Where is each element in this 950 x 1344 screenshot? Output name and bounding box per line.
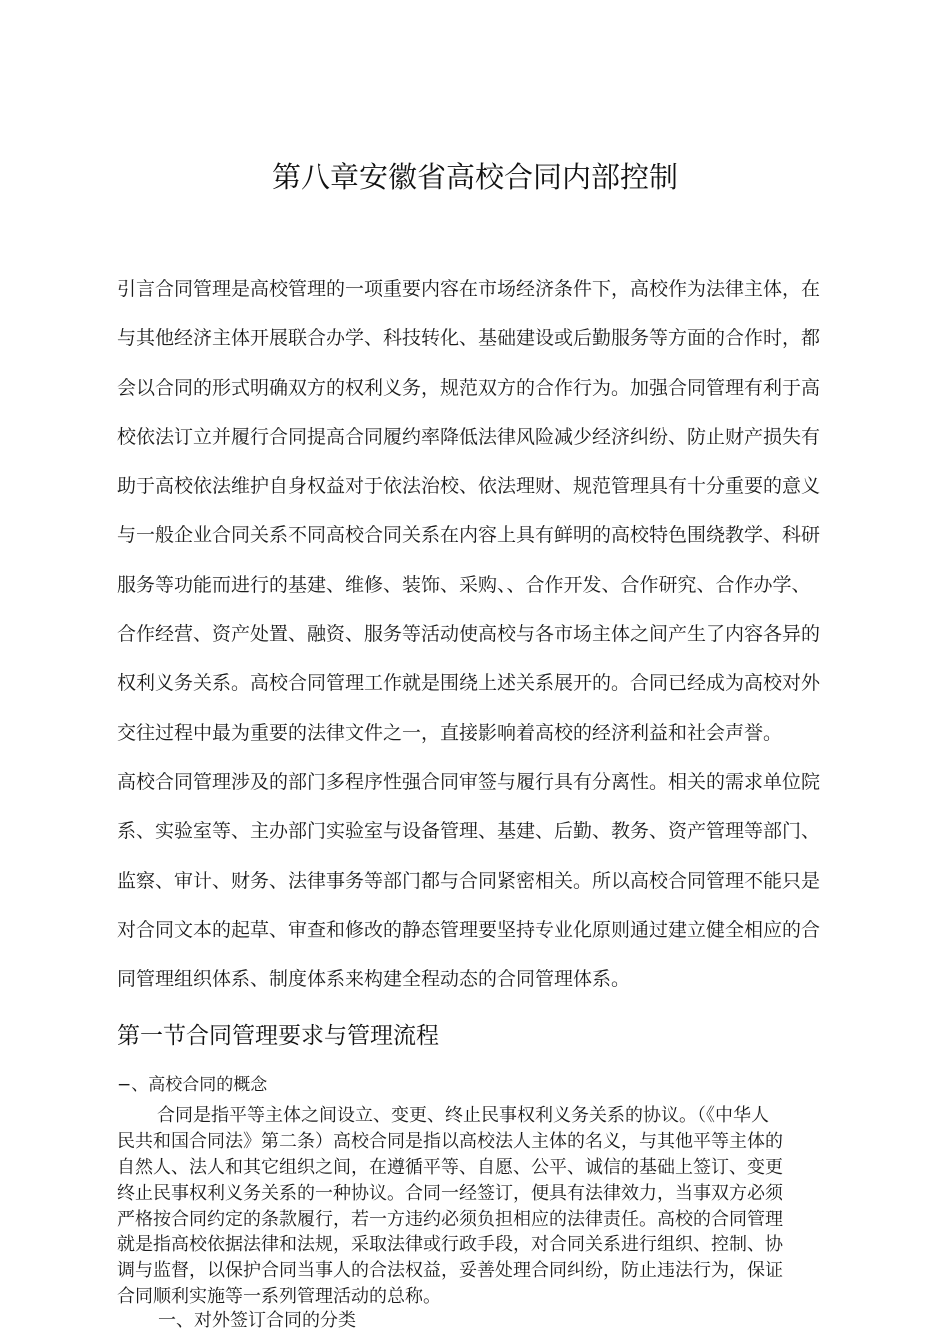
management-paragraph	[117, 758, 847, 1004]
paragraph-line: 助于高校依法维护自身权益对于依法治校、依法理财、规范管理具有十分重要的意义	[117, 475, 821, 498]
chapter-title: 第八章安徽省高校合同内部控制	[271, 160, 678, 194]
paragraph-line: 合作经营、资产处置、融资、服务等活动使高校与各市场主体之间产生了内容各异的	[117, 623, 821, 646]
paragraph-line: 合同是指平等主体之间设立、变更、终止民事权利义务关系的协议。（《中华人	[157, 1105, 769, 1126]
paragraph-line: 会以合同的形式明确双方的权利义务，规范双方的合作行为。加强合同管理有利于高	[117, 376, 821, 399]
paragraph-line: 自然人、法人和其它组织之间，在遵循平等、自愿、公平、诚信的基础上签订、变更	[117, 1156, 783, 1178]
paragraph-line: 服务等功能而进行的基建、维修、装饰、采购、、合作开发、合作研究、合作办学、	[117, 573, 811, 596]
paragraph-line: 就是指高校依据法律和法规，采取法律或行政手段，对合同关系进行组织、控制、协	[117, 1234, 783, 1256]
paragraph-line: 合同顺利实施等一系列管理活动的总称。	[117, 1286, 441, 1308]
paragraph-line: 与其他经济主体开展联合办学、科技转化、基础建设或后勤服务等方面的合作时，都	[117, 327, 821, 350]
subsection-heading: −、高校合同的概念	[117, 1075, 268, 1095]
paragraph-line: 系、实验室等、主办部门实验室与设备管理、基建、后勤、教务、资产管理等部门、	[117, 820, 821, 843]
paragraph-line: 同管理组织体系、制度体系来构建全程动态的合同管理体系。	[117, 968, 631, 991]
subsection-heading-2: 一、对外签订合同的分类	[158, 1310, 356, 1331]
paragraph-line: 与一般企业合同关系不同高校合同关系在内容上具有鲜明的高校特色围绕教学、科研	[117, 524, 821, 547]
paragraph-line: 校依法订立并履行合同提高合同履约率降低法律风险减少经济纠纷、防止财产损失有	[117, 425, 821, 448]
paragraph-line: 终止民事权利义务关系的一种协议。合同一经签订，便具有法律效力，当事双方必须	[117, 1182, 783, 1204]
paragraph-line: 监察、审计、财务、法律事务等部门都与合同紧密相关。所以高校合同管理不能只是	[117, 869, 821, 892]
concept-paragraph	[117, 1103, 843, 1310]
paragraph-line: 引言合同管理是高校管理的一项重要内容在市场经济条件下，高校作为法律主体，在	[117, 278, 821, 300]
intro-paragraph	[117, 265, 847, 758]
paragraph-line: 民共和国合同法》第二条）高校合同是指以高校法人主体的名义，与其他平等主体的	[117, 1130, 783, 1152]
paragraph-line: 调与监督，以保护合同当事人的合法权益，妥善处理合同纠纷，防止违法行为，保证	[117, 1260, 783, 1282]
paragraph-line: 高校合同管理涉及的部门多程序性强合同审签与履行具有分离性。相关的需求单位院	[117, 771, 821, 793]
section-heading: 第一节合同管理要求与管理流程	[117, 1023, 439, 1049]
paragraph-line: 交往过程中最为重要的法律文件之一，直接影响着高校的经济利益和社会声誉。	[117, 721, 783, 744]
paragraph-line: 权利义务关系。高校合同管理工作就是围绕上述关系展开的。合同已经成为高校对外	[117, 672, 821, 695]
paragraph-line: 严格按合同约定的条款履行，若一方违约必须负担相应的法律责任。高校的合同管理	[117, 1208, 783, 1230]
paragraph-line: 对合同文本的起草、审查和修改的静态管理要坚持专业化原则通过建立健全相应的合	[117, 918, 821, 941]
